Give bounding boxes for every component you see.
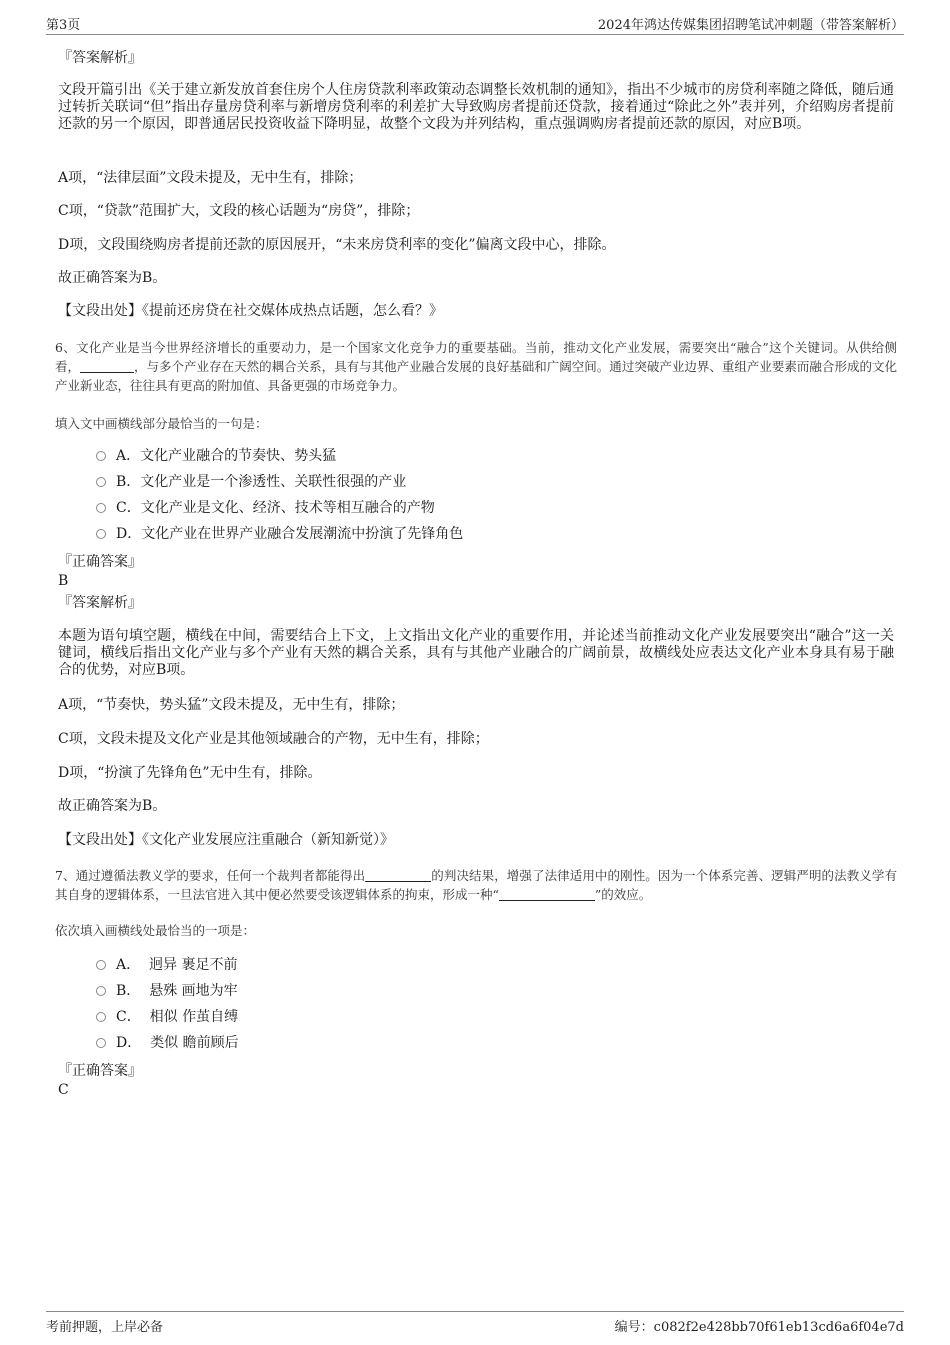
correct-answer-value: C <box>58 1082 69 1098</box>
document-code: 编号：c082f2e428bb70f61eb13cd6a6f04e7d <box>614 1320 904 1335</box>
radio-icon[interactable] <box>96 477 106 487</box>
radio-icon[interactable] <box>96 503 106 513</box>
radio-icon[interactable] <box>96 986 106 996</box>
analysis-text: 文段开篇引出《关于建立新发放首套住房个人住房贷款利率政策动态调整长效机制的通知》，指出不少城市的房贷利率随之降低，随后通过转折关联词“但”指出存量房贷利率与新增房贷利率的利差扩大导致购房者提前还贷款，接着通过“除此之外”表并列，介绍购房者提前还款的另一个原因，即普通居民投资收益下降明显，故整个文段为并列结构，重点强调购房者提前还款的原因，对应B项。 <box>58 82 894 132</box>
option-c[interactable]: C．文化产业是文化、经济、技术等相互融合的产物 <box>96 500 435 517</box>
question-6-instruction: 填入文中画横线部分最恰当的一句是： <box>55 416 268 431</box>
footer-slogan: 考前押题，上岸必备 <box>46 1320 164 1335</box>
fill-blank <box>365 869 431 882</box>
fill-blank <box>499 888 595 901</box>
analysis-label: 『答案解析』 <box>58 595 142 611</box>
radio-icon[interactable] <box>96 451 106 461</box>
radio-icon[interactable] <box>96 1038 106 1048</box>
correct-answer-label: 『正确答案』 <box>58 1063 142 1079</box>
source-citation: 【文段出处】《文化产业发展应注重融合（新知新觉）》 <box>58 832 394 848</box>
conclusion: 故正确答案为B。 <box>58 798 167 814</box>
page-footer <box>46 1311 904 1336</box>
conclusion: 故正确答案为B。 <box>58 270 167 286</box>
correct-answer-value: B <box>58 573 69 589</box>
document-title: 2024年鸿达传媒集团招聘笔试冲刺题（带答案解析） <box>597 18 904 33</box>
question-7-instruction: 依次填入画横线处最恰当的一项是： <box>55 923 256 938</box>
source-citation: 【文段出处】《提前还房贷在社交媒体成热点话题，怎么看？》 <box>58 303 443 319</box>
option-c-note: C项，文段未提及文化产业是其他领域融合的产物，无中生有，排除； <box>58 731 489 747</box>
option-a-note: A项，“节奏快，势头猛”文段未提及，无中生有，排除； <box>58 697 405 713</box>
analysis-label: 『答案解析』 <box>58 50 142 66</box>
page-header <box>46 14 904 35</box>
option-b[interactable]: B．文化产业是一个渗透性、关联性很强的产业 <box>96 474 406 491</box>
option-a[interactable]: A． 迥异 裹足不前 <box>96 957 237 974</box>
option-a-note: A项，“法律层面”文段未提及，无中生有，排除； <box>58 170 363 186</box>
option-d[interactable]: D．文化产业在世界产业融合发展潮流中扮演了先锋角色 <box>96 526 463 543</box>
radio-icon[interactable] <box>96 529 106 539</box>
fill-blank <box>80 360 134 373</box>
radio-icon[interactable] <box>96 960 106 970</box>
option-a[interactable]: A．文化产业融合的节奏快、势头猛 <box>96 448 336 465</box>
option-c[interactable]: C． 相似 作茧自缚 <box>96 1009 238 1026</box>
option-d-note: D项，文段围绕购房者提前还款的原因展开，“未来房贷利率的变化”偏离文段中心，排除。 <box>58 237 616 253</box>
page-number: 第3页 <box>46 18 81 33</box>
option-b[interactable]: B． 悬殊 画地为牢 <box>96 983 238 1000</box>
option-c-note: C项，“贷款”范围扩大，文段的核心话题为“房贷”，排除； <box>58 203 420 219</box>
correct-answer-label: 『正确答案』 <box>58 554 142 570</box>
option-d-note: D项，“扮演了先锋角色”无中生有，排除。 <box>58 765 322 781</box>
question-7-stem: 7、通过遵循法教义学的要求，任何一个裁判者都能得出 的判决结果，增强了法律适用中的刚性。因为一个体系完善、逻辑严明的法教义学有其自身的逻辑体系，一旦法官进入其中便必然要受该逻辑体系的拘束，形成一种“ ”的效应。 <box>55 868 897 902</box>
question-6-stem: 6、文化产业是当今世界经济增长的重要动力，是一个国家文化竞争力的重要基础。当前，推动文化产业发展，需要突出“融合”这个关键词。从供给侧看， ，与多个产业存在天然的耦合关系，具有与其他产业融合发展的良好基础和广阔空间。通过突破产业边界、重组产业要素而融合形成的文化产业新业态，往往具有更高的附加值、具备更强的市场竞争力。 <box>55 340 897 393</box>
option-d[interactable]: D． 类似 瞻前顾后 <box>96 1035 239 1052</box>
radio-icon[interactable] <box>96 1012 106 1022</box>
analysis-text: 本题为语句填空题，横线在中间，需要结合上下文，上文指出文化产业的重要作用，并论述当前推动文化产业发展要突出“融合”这一关键词，横线后指出文化产业与多个产业有天然的耦合关系，具有与其他产业融合的广阔前景，故横线处应表达文化产业本身具有易于融合的优势，对应B项。 <box>58 628 894 678</box>
